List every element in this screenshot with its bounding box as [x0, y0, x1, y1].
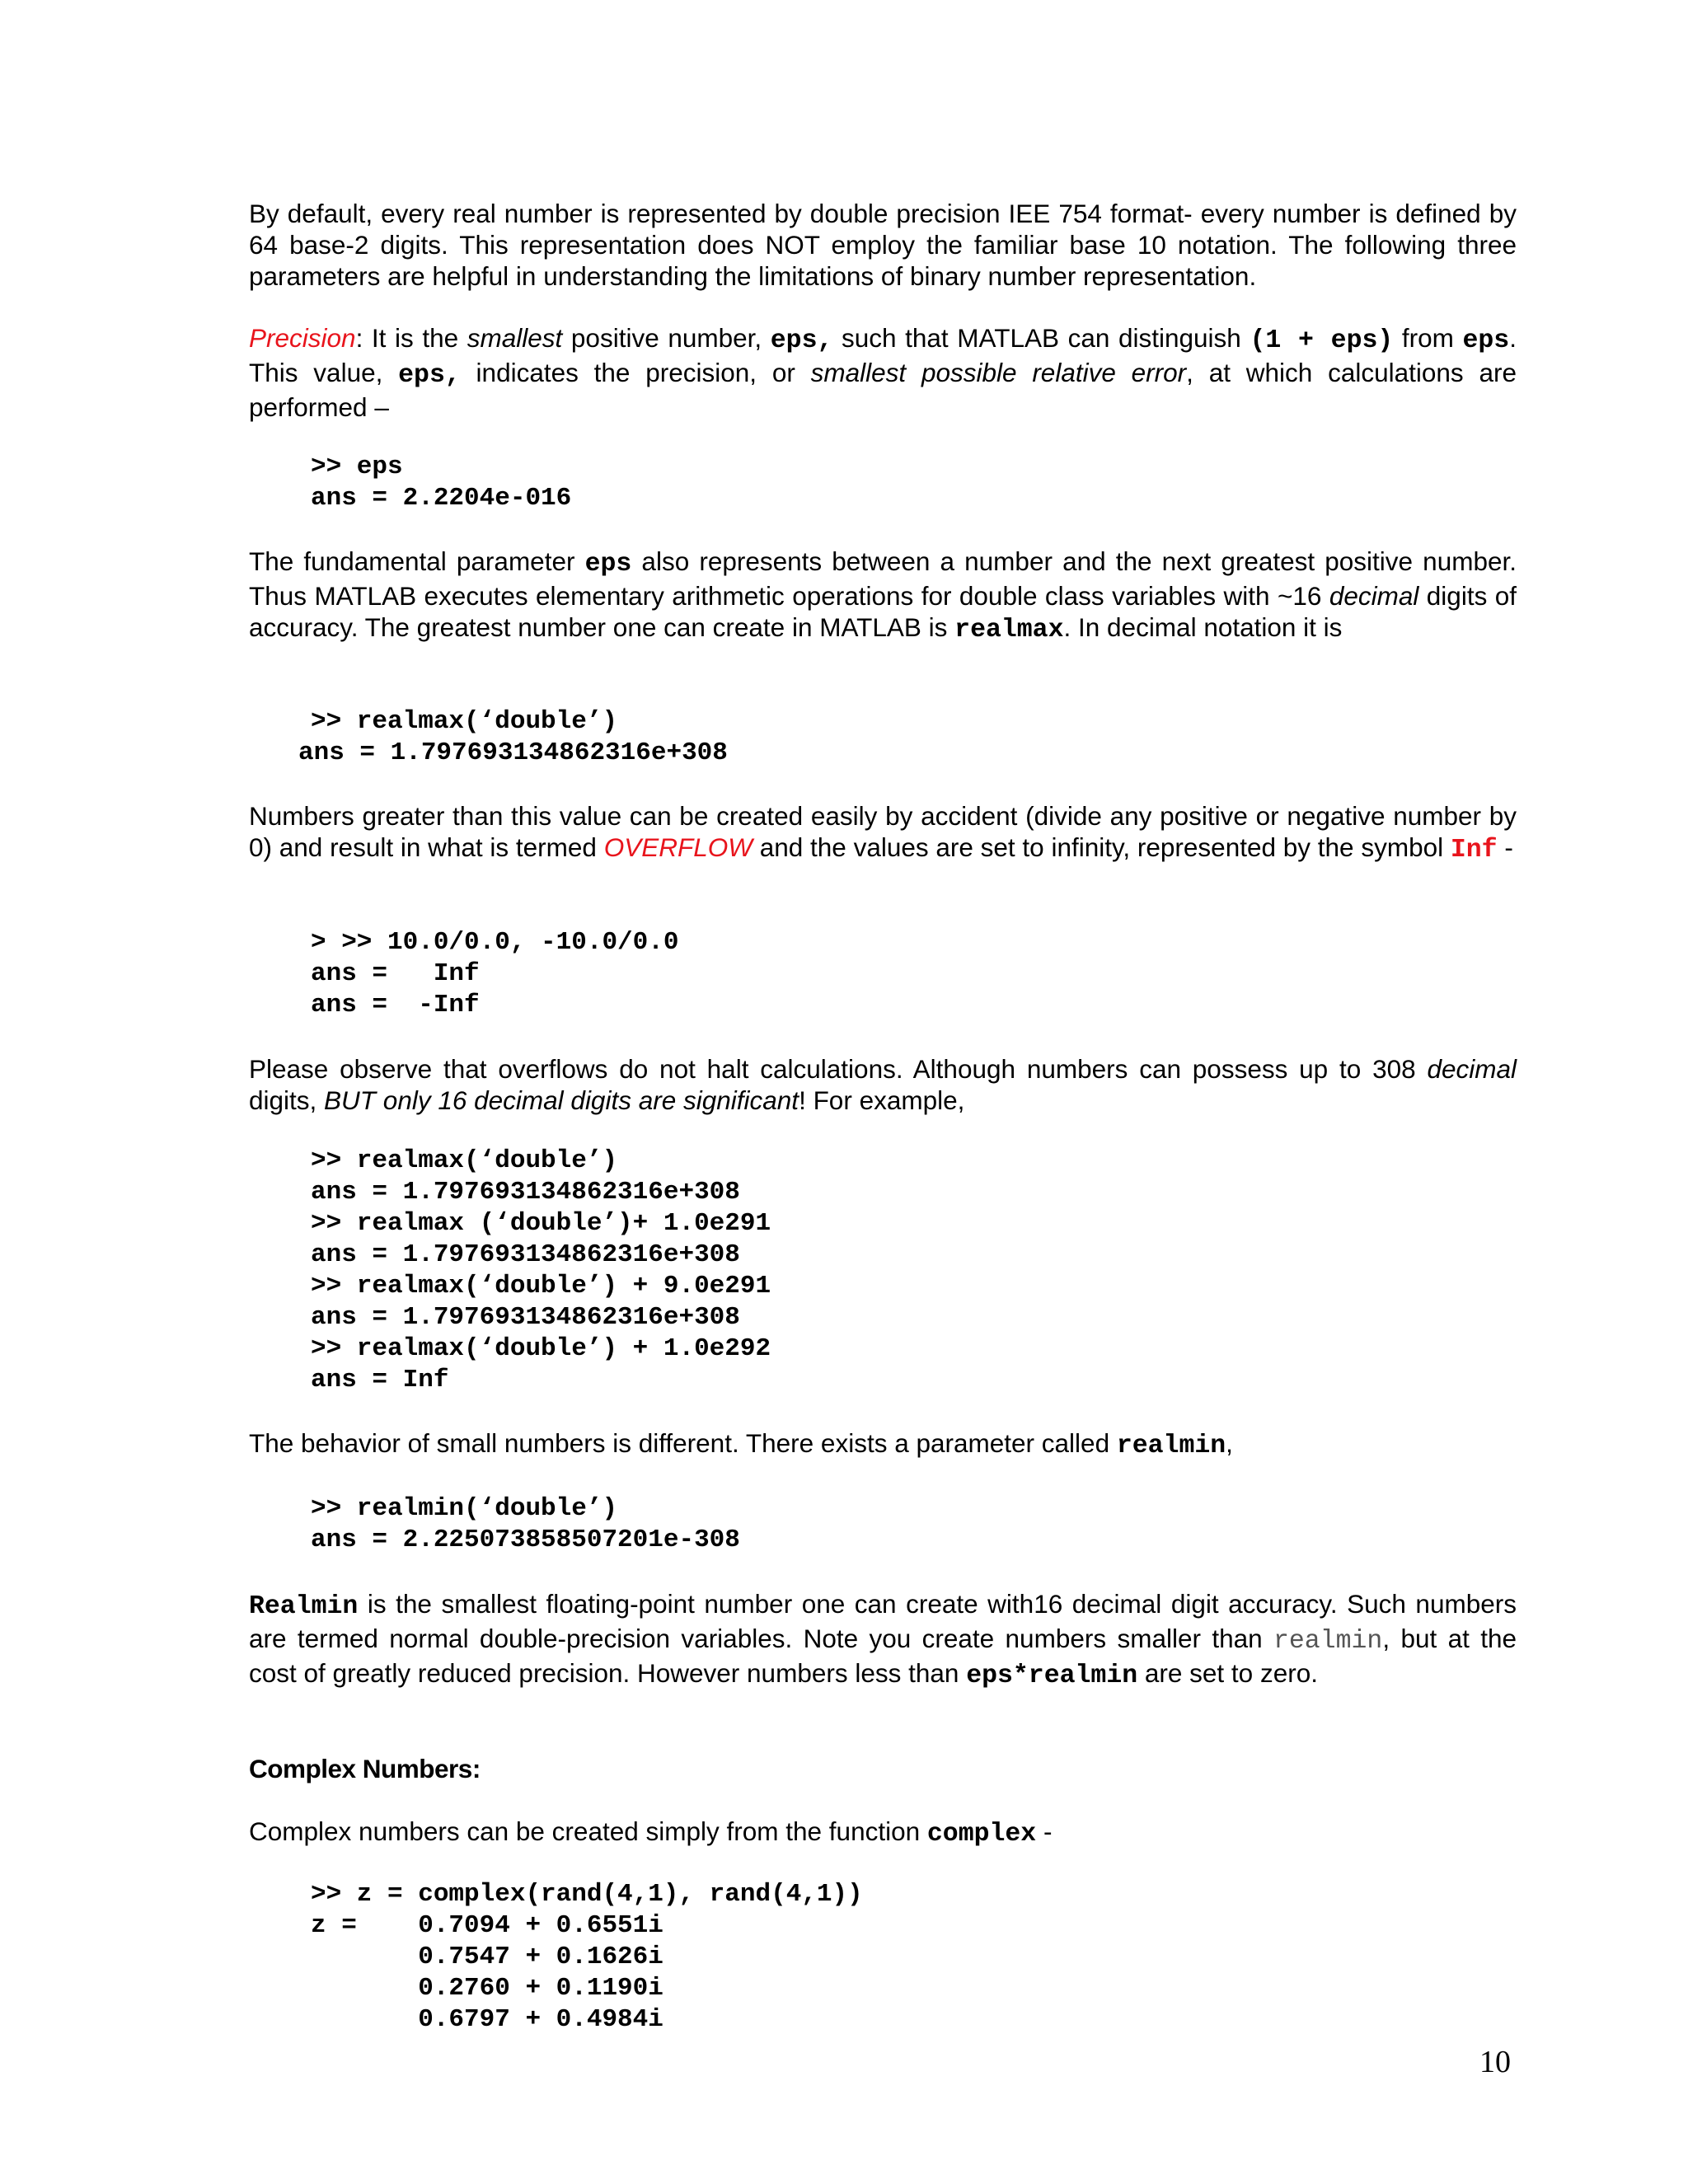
text-run: Please observe that overflows do not halt calculations. Although numbers can possess up to 308	[249, 1054, 1428, 1084]
text-run: digits of accuracy. The greatest number one can create in MATLAB is	[249, 581, 1517, 642]
precision-paragraph	[249, 322, 1517, 423]
code-inline: (1 + eps)	[1250, 326, 1394, 355]
text-run: also represents between a number and the next greatest positive number. Thus MATLAB executes elementary arithmetic operations for double class variables with ~16	[249, 546, 1517, 611]
fundamental-paragraph	[249, 546, 1517, 646]
intro-paragraph	[249, 198, 1517, 292]
text-run: Complex numbers can be created simply from the function	[249, 1816, 927, 1846]
emphasis: decimal	[1329, 581, 1419, 611]
text-run: from	[1393, 323, 1463, 353]
emphasis: decimal	[1427, 1054, 1517, 1084]
intro-text: By default, every real number is represented by double precision IEE 754 format- every number is defined by 64 base-2 digits. This representation does NOT employ the familiar base 10 notation. The following three parameters are helpful in understanding the limitations of binary number representation.	[249, 199, 1517, 291]
text-run: positive number,	[562, 323, 771, 353]
code-inline: realmin	[1273, 1627, 1383, 1656]
complex-intro-paragraph	[249, 1816, 1517, 1850]
text-run: : It is the	[355, 323, 467, 353]
code-realmax-answer: ans = 1.797693134862316e+308	[298, 738, 728, 767]
text-run: Numbers greater than this value can be created easily by accident (divide any positive or negative number by 0) and result in what is termed	[249, 801, 1517, 862]
code-inline: realmin	[1116, 1432, 1226, 1460]
code-complex: >> z = complex(rand(4,1), rand(4,1)) z = 0.7094 + 0.6551i 0.7547 + 0.1626i 0.2760 + 0.1190i 0.6797 + 0.4984i	[311, 1880, 863, 2034]
code-inline: eps,	[398, 361, 461, 390]
emphasis: smallest	[467, 323, 563, 353]
text-run: The fundamental parameter	[249, 546, 585, 576]
emphasis: smallest possible relative error	[810, 358, 1187, 387]
code-realmax-sum: >> realmax(‘double’) ans = 1.797693134862316e+308 >> realmax (‘double’)+ 1.0e291 ans = 1.797693134862316e+308 >> realmax(‘double’) + 9.0e291 ans = 1.797693134862316e+308 >> realmax(‘double’) + 1.0e292 ans = Inf	[311, 1146, 771, 1394]
text-run: ! For example,	[799, 1085, 965, 1115]
overflow-paragraph	[249, 800, 1517, 866]
small-numbers-paragraph	[249, 1427, 1517, 1462]
complex-numbers-heading: Complex Numbers:	[249, 1754, 481, 1783]
code-inline: eps	[584, 550, 632, 579]
code-eps: >> eps ans = 2.2204e-016	[311, 452, 572, 513]
page-number: 10	[1479, 2045, 1511, 2079]
code-inline: realmax	[954, 616, 1064, 644]
code-realmax-command: >> realmax(‘double’)	[311, 707, 618, 736]
code-realmin: >> realmin(‘double’) ans = 2.225073858507201e-308	[311, 1494, 740, 1554]
overflow-term: OVERFLOW	[603, 832, 753, 862]
text-run: ,	[1226, 1428, 1233, 1458]
text-run: and the values are set to infinity, represented by the symbol	[752, 832, 1451, 862]
text-run: . This value,	[249, 323, 1517, 387]
text-run: -	[1497, 832, 1513, 862]
text-run: The behavior of small numbers is different. There exists a parameter called	[249, 1428, 1117, 1458]
realmin-paragraph	[249, 1588, 1517, 1692]
text-run: , but at the cost of greatly reduced precision. However numbers less than	[249, 1624, 1517, 1688]
code-inline: eps	[1462, 326, 1510, 355]
text-run: is the smallest floating-point number one can create with16 decimal digit accuracy. Such numbers are termed normal double-precision variables. Note you create numbers smaller than	[249, 1589, 1517, 1653]
text-run: digits,	[249, 1085, 325, 1115]
text-run: , at which calculations are performed –	[249, 358, 1517, 422]
text-run: . In decimal notation it is	[1063, 612, 1343, 642]
text-run: -	[1036, 1816, 1053, 1846]
text-run: indicates the precision, or	[460, 358, 811, 387]
text-run: such that MATLAB can distinguish	[832, 323, 1250, 353]
code-inline: complex	[926, 1820, 1037, 1849]
code-inline: eps,	[770, 326, 833, 355]
emphasis: BUT only 16 decimal digits are significant	[324, 1085, 799, 1115]
observe-paragraph	[249, 1053, 1517, 1116]
code-inline: eps*realmin	[966, 1661, 1138, 1690]
text-run: are set to zero.	[1137, 1658, 1318, 1688]
precision-term: Precision	[249, 323, 356, 353]
code-inline: Realmin	[249, 1592, 359, 1621]
code-inf: > >> 10.0/0.0, -10.0/0.0 ans = Inf ans = -Inf	[311, 928, 679, 1019]
inf-symbol: Inf	[1450, 836, 1498, 865]
